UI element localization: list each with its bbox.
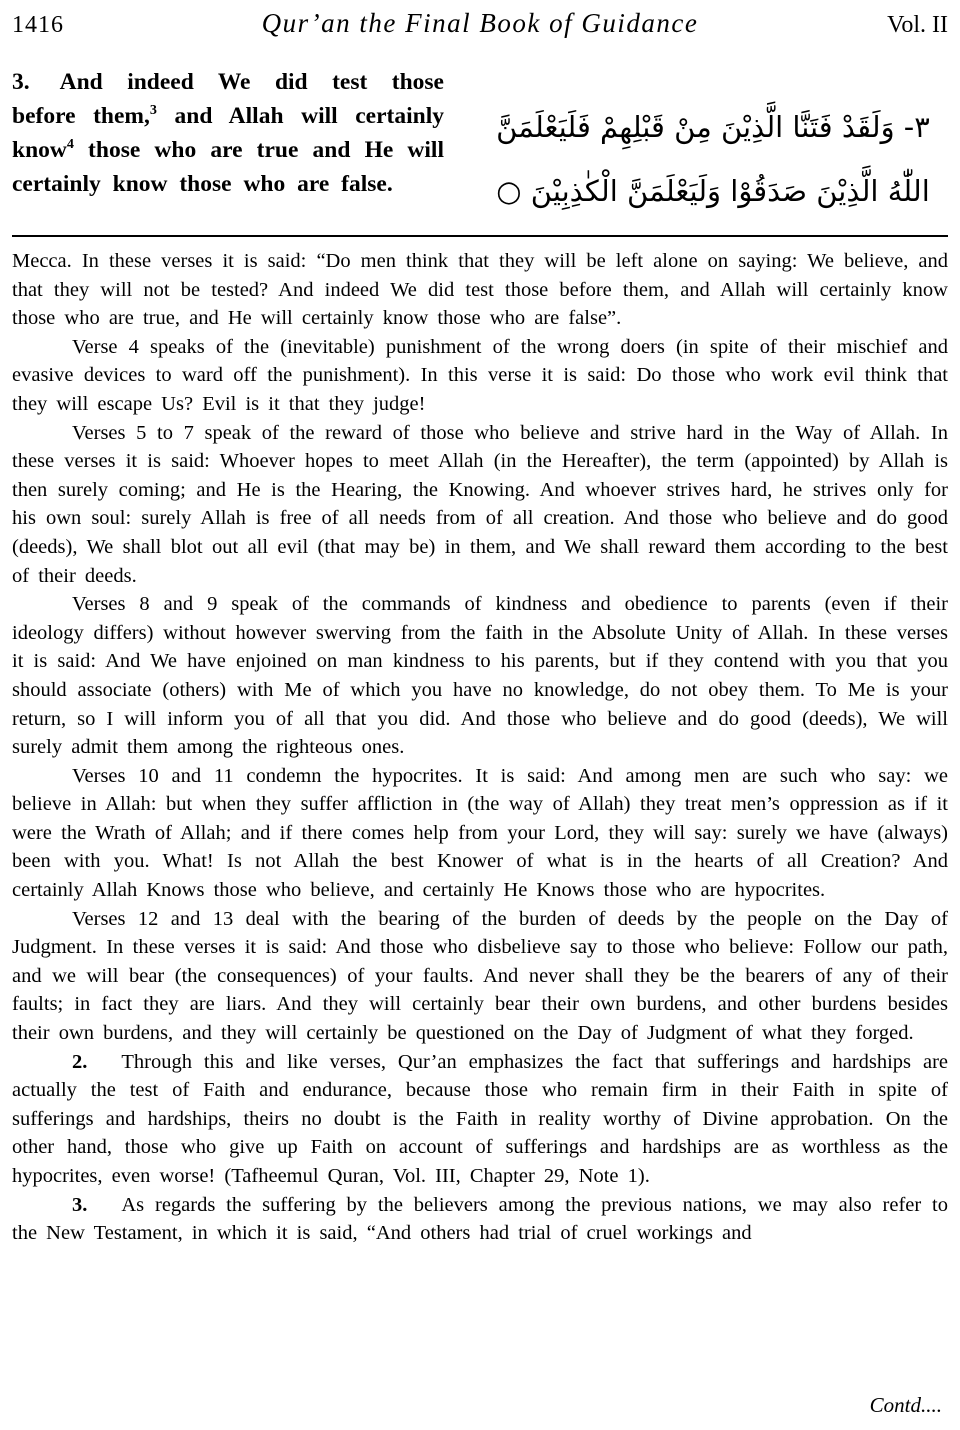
footnote-number-3: 3. xyxy=(72,1193,88,1216)
translation-text-3: those who are true and He will certainly know those who are false. xyxy=(12,137,444,197)
footnote-paragraph-2 xyxy=(12,1048,948,1191)
verse-translation xyxy=(12,65,444,223)
translation-text-1: And indeed We did test those before them, xyxy=(12,69,444,129)
commentary xyxy=(12,247,948,1248)
verse-number: 3. xyxy=(12,69,30,95)
arabic-verse xyxy=(478,95,948,223)
paragraph-text: Verses 12 and 13 deal with the bearing of the burden of deeds by the people on the Day of Judgment. In these verses it is said: And those who disbelieve say to those who believe: Follow our path, and we will bear (the consequences) of your faults. And never shall they be the bearers of any of their faults; in fact they are liars. And they will certainly bear their own burdens, and other burdens besides their own burdens, and they will certainly be questioned on the Day of Judgment of what they forged. xyxy=(12,907,948,1045)
footnote-paragraph-3 xyxy=(12,1191,948,1248)
arabic-line-1: ٣- وَلَقَدْ فَتَنَّا الَّذِيْنَ مِنْ قَبْلِهِمْ فَلَيَعْلَمَنَّ xyxy=(496,110,930,144)
verse-section xyxy=(12,65,948,223)
paragraph-text: Verse 4 speaks of the (inevitable) punishment of the wrong doers (in spite of their mischief and evasive devices to ward off the punishment). In this verse it is said: Do those who work evil think that they will escape Us? Evil is it that they judge! xyxy=(12,335,948,415)
commentary-paragraph-4 xyxy=(12,590,948,762)
footnote-ref-4: 4 xyxy=(66,136,74,153)
translation-text-2: and Allah will certainly know xyxy=(12,103,444,163)
paragraph-text: Verses 10 and 11 condemn the hypocrites. It is said: And among men are such who say: we believe in Allah: but when they suffer affliction in (the way of Allah) they treat men’s oppression as if it were the Wrath of Allah; and if there comes help from your Lord, they will say: surely we have (always) been with you. What! Is not Allah the best Knower of what is in the hearts of all Creation? And certainly Allah Knows those who believe, and certainly He Knows those who are hypocrites. xyxy=(12,764,948,902)
commentary-paragraph-2 xyxy=(12,333,948,419)
paragraph-text: Verses 8 and 9 speak of the commands of kindness and obedience to parents (even if their ideology differs) without however swerving from the faith in the Absolute Unity of Allah. In these verses it is said: And We have enjoined on man kindness to his parents, but if they contend with you that you should associate (others) with Me of which you have no knowledge, do not obey them. To Me is your return, so I will inform you of all that you did. And those who believe and do good (deeds), We will surely admit them among the righteous ones. xyxy=(12,593,948,759)
page-number: 1416 xyxy=(12,12,64,38)
contd-label: Contd.... xyxy=(869,1393,942,1417)
commentary-paragraph-5 xyxy=(12,762,948,905)
page-footer xyxy=(870,1393,942,1418)
commentary-paragraph-3 xyxy=(12,419,948,591)
footnote-number-2: 2. xyxy=(72,1050,88,1073)
arabic-line-2: اللّٰهُ الَّذِيْنَ صَدَقُوْا وَلَيَعْلَمَنَّ الْكٰذِبِيْنَ ○ xyxy=(496,174,930,208)
section-divider xyxy=(12,235,948,237)
paragraph-text: Verses 5 to 7 speak of the reward of those who believe and strive hard in the Way of Allah. In these verses it is said: Whoever hopes to meet Allah (in the Hereafter), the term (appointed) by Allah is then surely coming; and He is the Hearing, the Knowing. And whoever strives hard, he strives only for his own soul: surely Allah is free of all needs from of all creation. And those who believe and do good (deeds), We shall blot out all evil (that may be) in them, and We shall reward them according to the best of their deeds. xyxy=(12,421,948,587)
paragraph-text: Through this and like verses, Qur’an emphasizes the fact that sufferings and hardships are actually the test of Faith and endurance, because those who remain firm in their Faith in spite of sufferings and hardships, theirs no doubt is the Faith in reality worthy of Divine approbation. On the other hand, those who give up Faith on account of sufferings and hardships are as worthless as the hypocrites, even worse! (Tafheemul Quran, Vol. III, Chapter 29, Note 1). xyxy=(12,1050,948,1187)
paragraph-text: Mecca. In these verses it is said: “Do men think that they will be left alone on saying: We believe, and that they will not be tested? And indeed We did test those before them, and Allah will certainly know those who are true, and He will certainly know those who are false”. xyxy=(12,250,948,330)
paragraph-text: As regards the suffering by the believers among the previous nations, we may also refer to the New Testament, in which it is said, “And others had trial of cruel workings and xyxy=(12,1193,948,1245)
book-title: Qur’an the Final Book of Guidance xyxy=(261,8,699,38)
volume-label: Vol. II xyxy=(887,12,948,38)
commentary-paragraph-1 xyxy=(12,247,948,333)
commentary-paragraph-6 xyxy=(12,905,948,1048)
page-header xyxy=(12,8,948,39)
footnote-ref-3: 3 xyxy=(149,102,157,119)
